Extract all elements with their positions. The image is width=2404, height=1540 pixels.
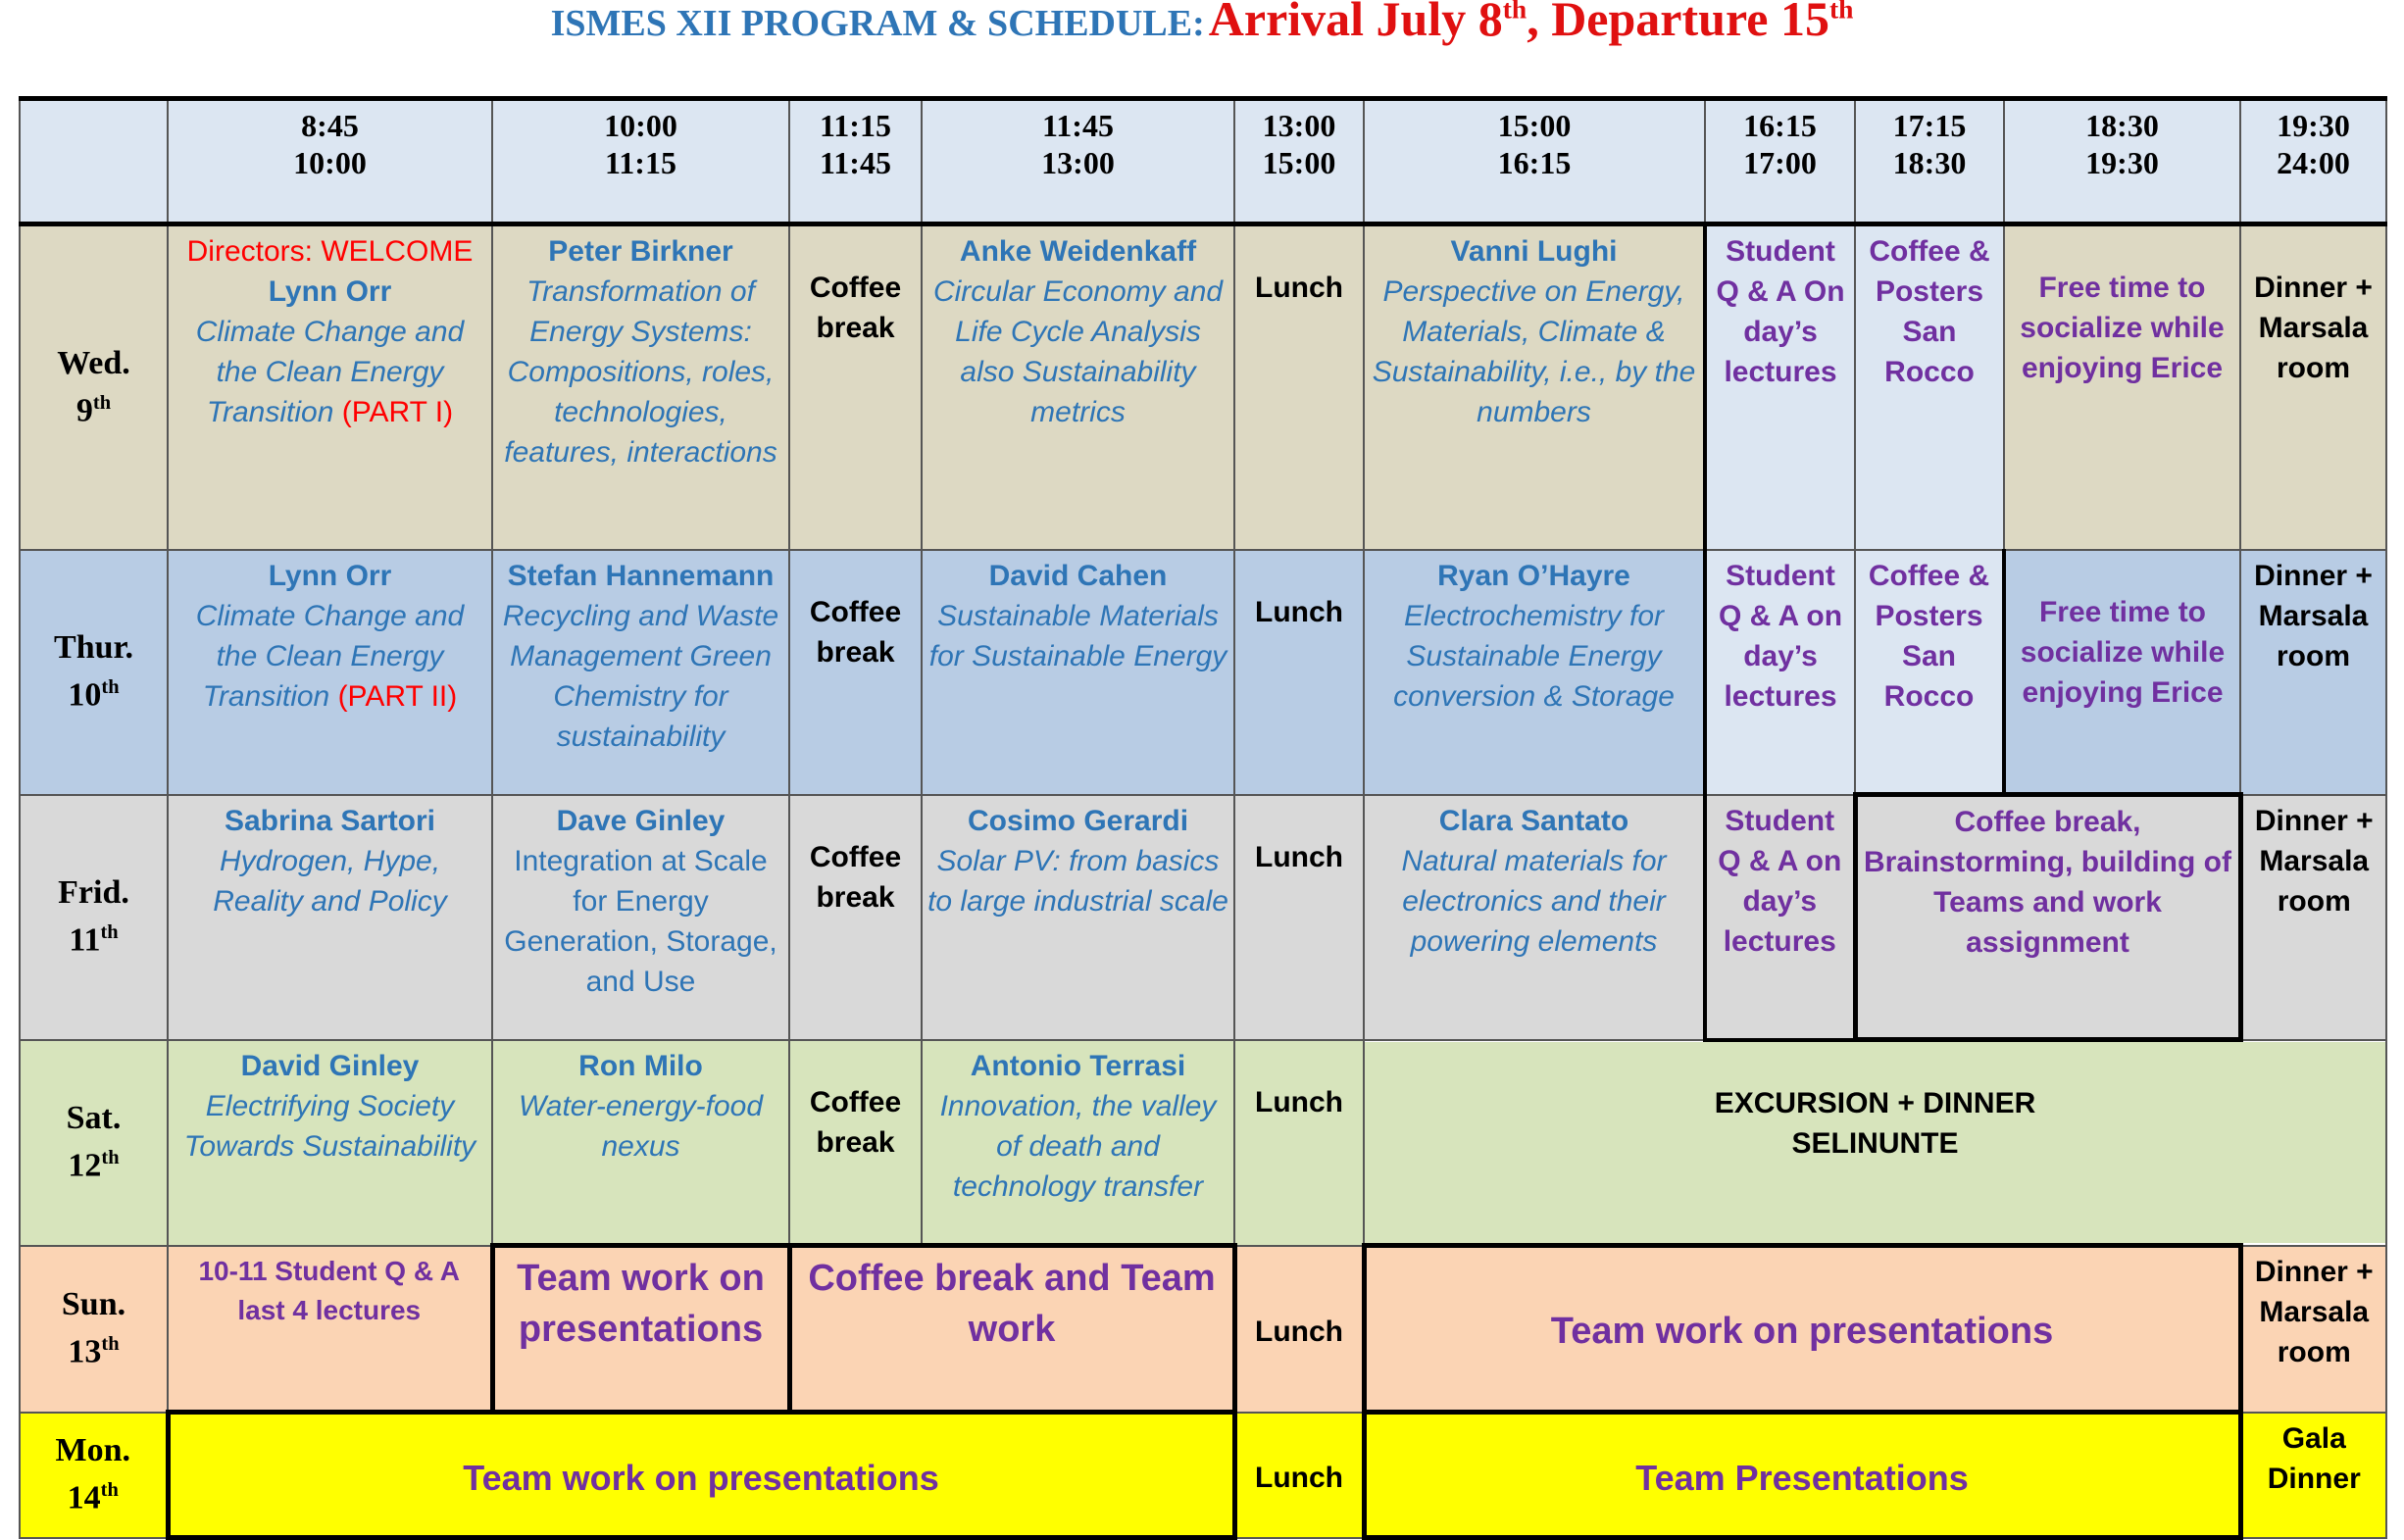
session-cell — [168, 1040, 492, 1246]
corner-cell — [20, 99, 168, 224]
talk-title: Hydrogen, Hype, Reality and Policy — [213, 844, 447, 918]
time-slot: 19:30 24:00 — [2240, 99, 2386, 224]
session-cell — [922, 550, 1234, 795]
day-row-fri — [20, 795, 2386, 1040]
speaker-name: Anke Weidenkaff — [959, 235, 1197, 268]
session-cell — [1364, 224, 1705, 550]
dinner-cell: Dinner + Marsala room — [2240, 795, 2386, 1040]
day-label: Thur. 10th — [20, 550, 168, 795]
free-time-cell: Free time to socialize while enjoying Erice — [2004, 224, 2240, 550]
student-qa-cell: Student Q & A on day’s lectures — [1705, 795, 1855, 1040]
talk-title: Recycling and Waste Management Green Chemistry for sustainability — [502, 599, 779, 753]
presentations-cell: Team Presentations — [1364, 1413, 2240, 1538]
welcome-text: Directors: WELCOME — [186, 235, 474, 268]
speaker-name: Stefan Hannemann — [507, 559, 775, 592]
talk-title: Innovation, the valley of death and technology transfer — [939, 1089, 1217, 1203]
lunch-cell: Lunch — [1234, 795, 1364, 1040]
session-cell — [922, 795, 1234, 1040]
teamwork-cell: Team work on presentations — [1364, 1246, 2240, 1413]
talk-title: Natural materials for electronics and their powering elements — [1401, 844, 1667, 958]
talk-title: Electrifying Society Towards Sustainability — [183, 1089, 476, 1163]
lunch-cell: Lunch — [1234, 1413, 1364, 1538]
day-label: Sat. 12th — [20, 1040, 168, 1246]
session-cell — [1364, 795, 1705, 1040]
session-cell — [492, 1040, 789, 1246]
speaker-name: Sabrina Sartori — [224, 804, 436, 837]
coffee-teamwork-cell: Coffee break and Team work — [789, 1246, 1234, 1413]
session-cell — [1364, 550, 1705, 795]
session-cell — [922, 224, 1234, 550]
session-cell — [168, 795, 492, 1040]
dinner-cell: Dinner + Marsala room — [2240, 224, 2386, 550]
speaker-name: Antonio Terrasi — [970, 1049, 1186, 1082]
coffee-break-cell: Coffee break — [789, 795, 922, 1040]
time-slot: 8:45 10:00 — [168, 99, 492, 224]
schedule-table — [19, 96, 2387, 1540]
coffee-break-cell: Coffee break — [789, 1040, 922, 1246]
session-cell — [492, 550, 789, 795]
speaker-name: David Cahen — [988, 559, 1168, 592]
teamwork-cell: Team work on presentations — [492, 1246, 789, 1413]
lunch-cell: Lunch — [1234, 1246, 1364, 1413]
student-qa-cell: Student Q & A on day’s lectures — [1705, 550, 1855, 795]
talk-title: Water-energy-food nexus — [518, 1089, 764, 1163]
talk-title: Perspective on Energy, Materials, Climate & Sustainability, i.e., by the numbers — [1372, 275, 1696, 428]
session-cell — [492, 224, 789, 550]
student-qa-cell: 10-11 Student Q & A last 4 lectures — [168, 1246, 492, 1413]
talk-title: Sustainable Materials for Sustainable Energy — [928, 599, 1227, 672]
day-label: Mon. 14th — [20, 1413, 168, 1538]
day-row-wed — [20, 224, 2386, 550]
speaker-name: Dave Ginley — [556, 804, 726, 837]
free-time-cell: Free time to socialize while enjoying Erice — [2004, 550, 2240, 795]
session-cell — [168, 550, 492, 795]
posters-cell: Coffee & Posters San Rocco — [1855, 550, 2004, 795]
speaker-name: David Ginley — [240, 1049, 420, 1082]
speaker-name: Ryan O’Hayre — [1437, 559, 1630, 592]
teamwork-cell: Team work on presentations — [168, 1413, 1234, 1538]
talk-title: Circular Economy and Life Cycle Analysis also Sustainability metrics — [932, 275, 1224, 428]
session-cell — [492, 795, 789, 1040]
day-label: Frid. 11th — [20, 795, 168, 1040]
time-slot: 11:45 13:00 — [922, 99, 1234, 224]
time-header-row — [20, 99, 2386, 224]
lunch-cell: Lunch — [1234, 1040, 1364, 1246]
speaker-name: Ron Milo — [578, 1049, 703, 1082]
session-cell — [168, 224, 492, 550]
speaker-name: Clara Santato — [1438, 804, 1629, 837]
day-label: Sun. 13th — [20, 1246, 168, 1413]
time-slot: 11:15 11:45 — [789, 99, 922, 224]
session-cell — [922, 1040, 1234, 1246]
time-slot: 10:00 11:15 — [492, 99, 789, 224]
lunch-cell: Lunch — [1234, 550, 1364, 795]
day-row-sat — [20, 1040, 2386, 1246]
talk-title: Solar PV: from basics to large industrial scale — [927, 844, 1228, 918]
time-slot: 16:15 17:00 — [1705, 99, 1855, 224]
time-slot: 13:00 15:00 — [1234, 99, 1364, 224]
lunch-cell: Lunch — [1234, 224, 1364, 550]
talk-title: Integration at Scale for Energy Generation, Storage, and Use — [504, 844, 777, 998]
day-row-sun — [20, 1246, 2386, 1413]
speaker-name: Lynn Orr — [268, 559, 392, 592]
coffee-break-cell: Coffee break — [789, 224, 922, 550]
talk-title: Transformation of Energy Systems: Compositions, roles, technologies, features, interactions — [504, 275, 777, 469]
talk-title: Climate Change and the Clean Energy Transition (PART II) — [195, 599, 465, 713]
time-slot: 18:30 19:30 — [2004, 99, 2240, 224]
dinner-cell: Dinner + Marsala room — [2240, 1246, 2386, 1413]
excursion-cell: EXCURSION + DINNER SELINUNTE — [1364, 1040, 2386, 1246]
time-slot: 17:15 18:30 — [1855, 99, 2004, 224]
speaker-name: Vanni Lughi — [1450, 235, 1618, 268]
day-row-thu — [20, 550, 2386, 795]
time-slot: 15:00 16:15 — [1364, 99, 1705, 224]
title-program: ISMES XII PROGRAM & SCHEDULE: — [550, 3, 1205, 44]
title-arrival: Arrival July 8th, Departure 15th — [1208, 0, 1854, 46]
student-qa-cell: Student Q & A On day’s lectures — [1705, 224, 1855, 550]
page-title — [0, 0, 2404, 46]
day-label: Wed. 9th — [20, 224, 168, 550]
brainstorm-cell: Coffee break, Brainstorming, building of Teams and work assignment — [1855, 795, 2240, 1040]
talk-title: Climate Change and the Clean Energy Transition (PART I) — [195, 316, 465, 428]
talk-title: Electrochemistry for Sustainable Energy conversion & Storage — [1393, 599, 1675, 713]
speaker-name: Lynn Orr — [268, 275, 392, 308]
gala-dinner-cell: Gala Dinner — [2240, 1413, 2386, 1538]
posters-cell: Coffee & Posters San Rocco — [1855, 224, 2004, 550]
speaker-name: Cosimo Gerardi — [967, 804, 1189, 837]
day-row-mon — [20, 1413, 2386, 1538]
coffee-break-cell: Coffee break — [789, 550, 922, 795]
dinner-cell: Dinner + Marsala room — [2240, 550, 2386, 795]
speaker-name: Peter Birkner — [548, 235, 733, 268]
